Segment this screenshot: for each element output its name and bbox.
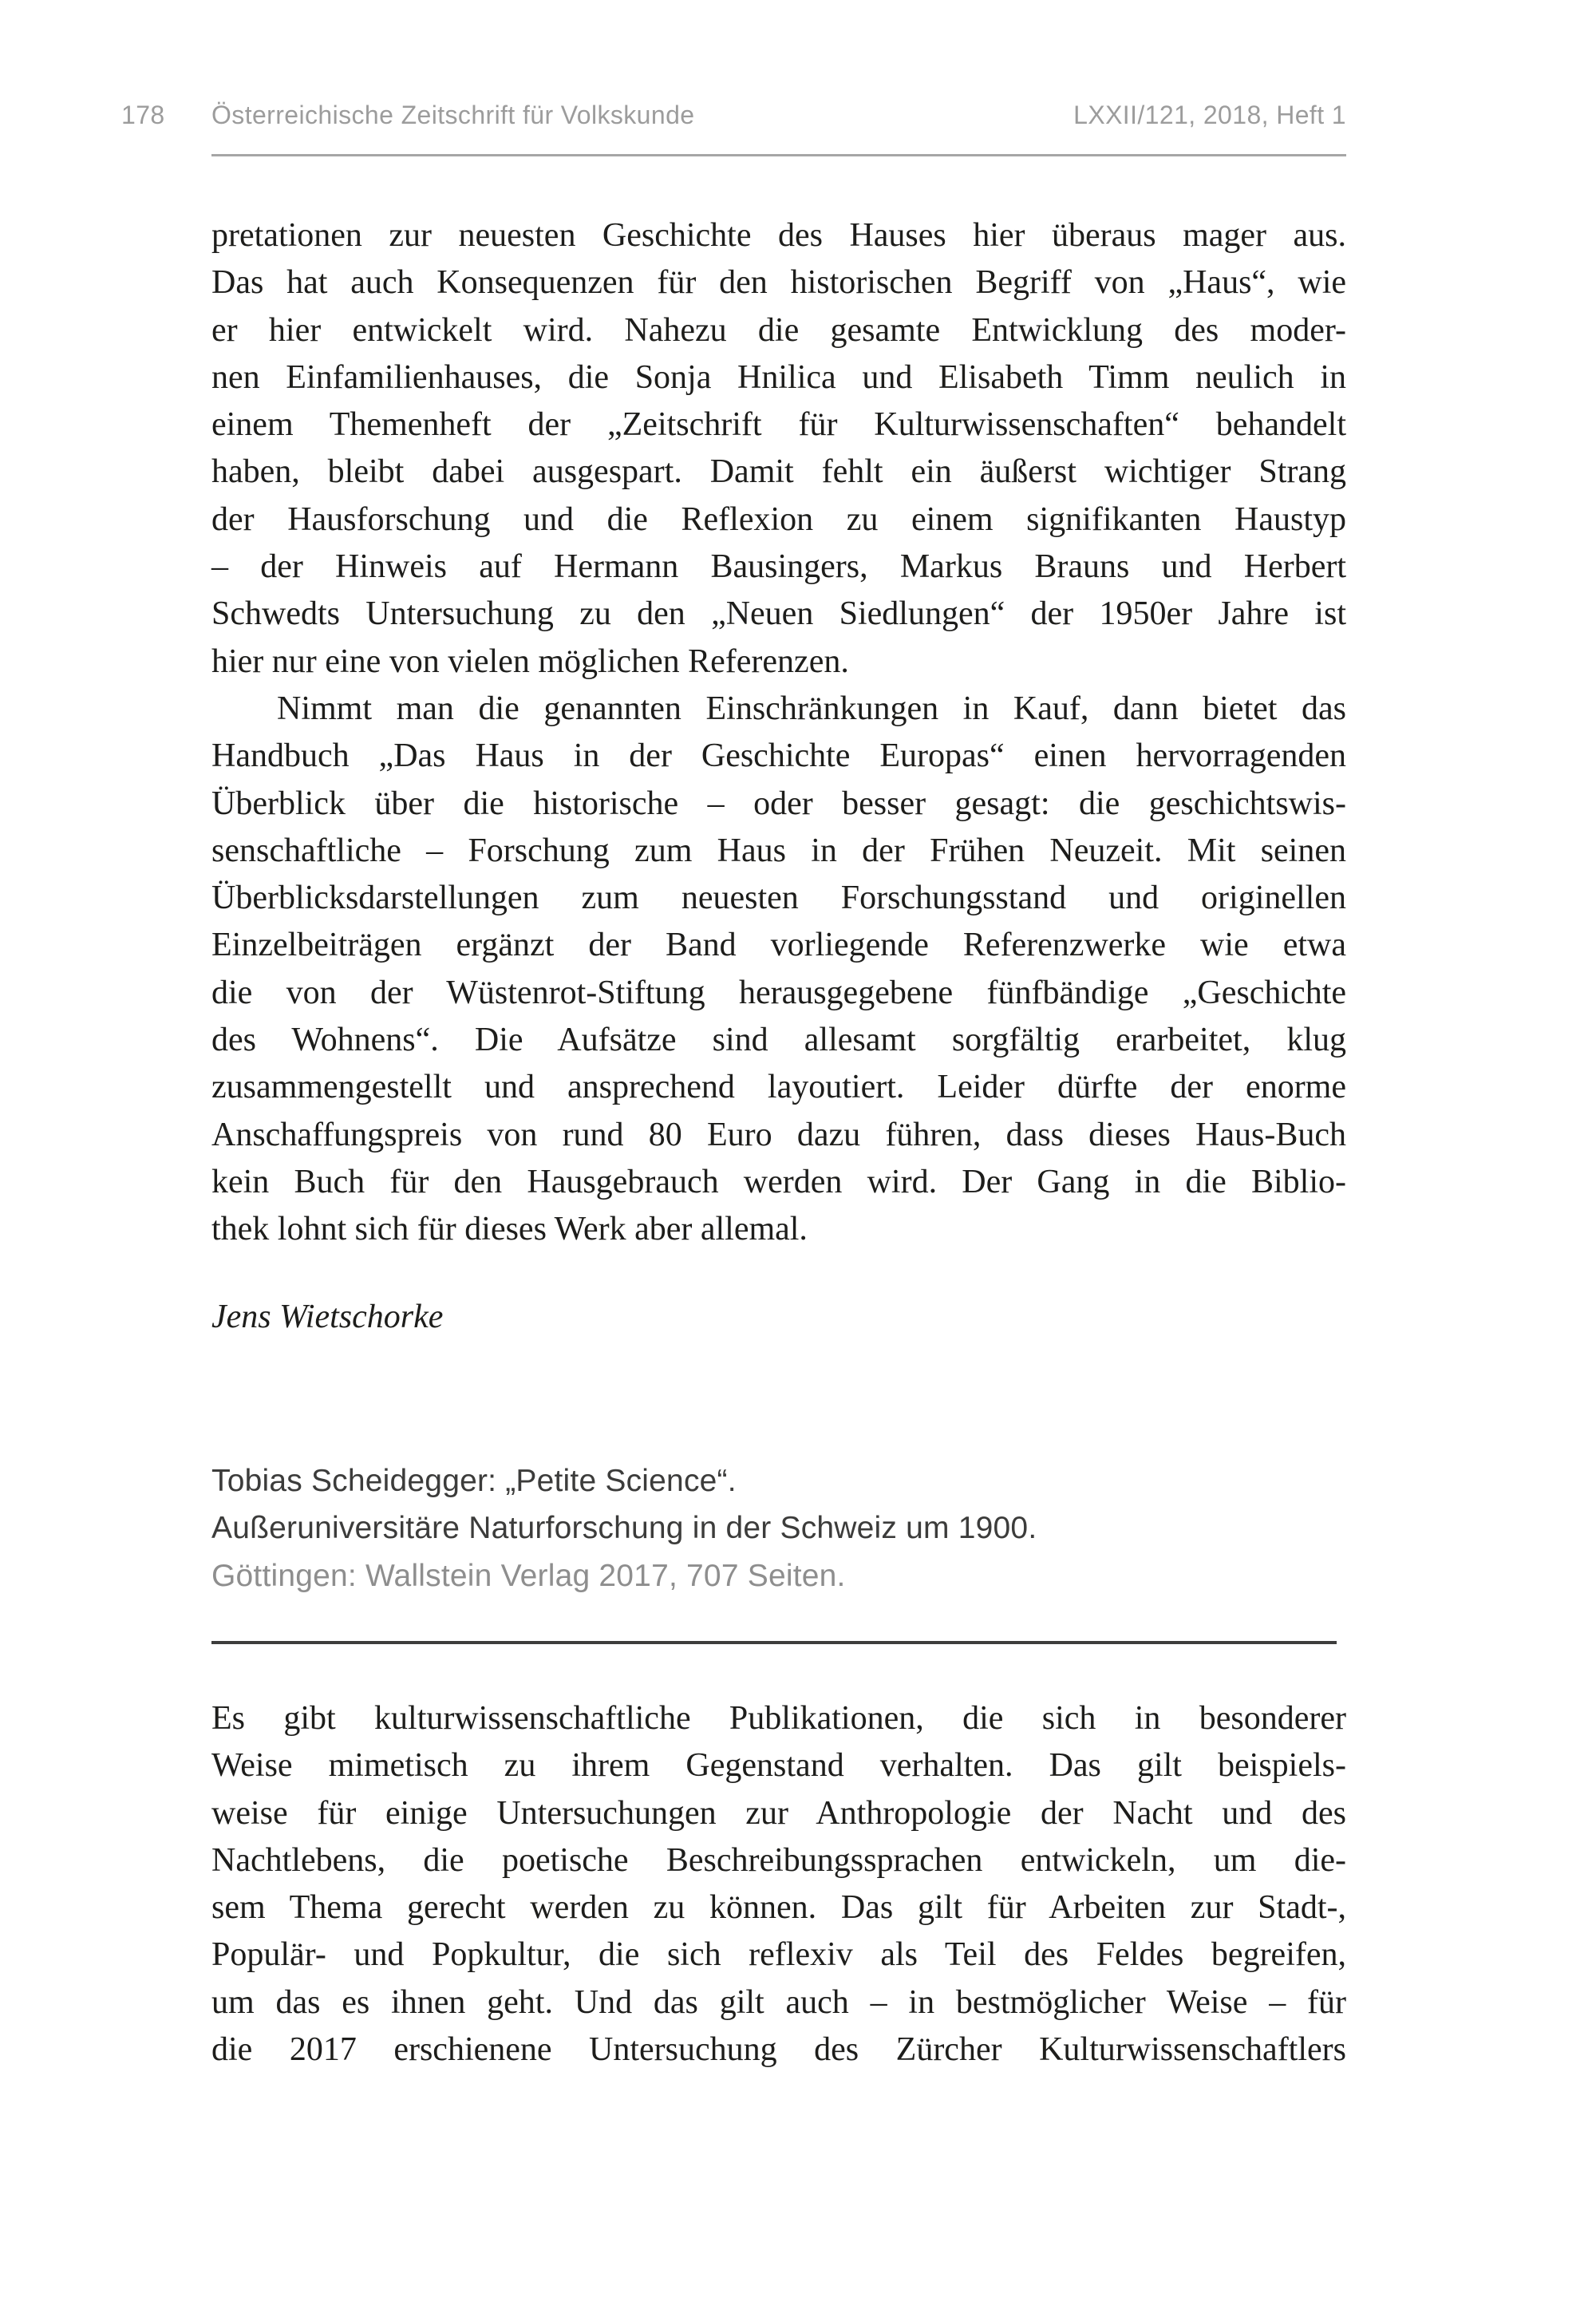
paragraph-review2-opening xyxy=(211,1695,1346,2074)
text-line: Nimmt man die genannten Einschränkungen in Kauf, dann bietet das xyxy=(277,690,1346,727)
header-rule xyxy=(211,154,1346,156)
paragraph-review1-conclusion xyxy=(211,686,1346,1254)
paragraph-review1-continuation xyxy=(211,212,1346,686)
text-line: Überblicksdarstellungen zum neuesten Forschungsstand und originellen xyxy=(211,880,1346,917)
review-end-text xyxy=(211,212,1346,1341)
text-line: des Wohnens“. Die Aufsätze sind allesamt sorgfältig erarbeitet, klug xyxy=(211,1022,1346,1059)
text-line: Handbuch „Das Haus in der Geschichte Europas“ einen hervorragenden xyxy=(211,737,1346,775)
text-line: haben, bleibt dabei ausgespart. Damit fehlt ein äußerst wichtiger Strang xyxy=(211,453,1346,491)
reviewer-signature: Jens Wietschorke xyxy=(211,1298,444,1335)
citation-line: Außeruniversitäre Naturforschung in der Schweiz um 1900. xyxy=(211,1511,1037,1546)
text-line: senschaftliche – Forschung zum Haus in der Frühen Neuzeit. Mit seinen xyxy=(211,832,1346,869)
text-line: die von der Wüstenrot-Stiftung herausgegebene fünfbändige „Geschichte xyxy=(211,974,1346,1011)
citation-line: Göttingen: Wallstein Verlag 2017, 707 Seiten. xyxy=(211,1558,846,1593)
journal-title: Österreichische Zeitschrift für Volkskunde xyxy=(211,101,695,129)
text-line: sem Thema gerecht werden zu können. Das gilt für Arbeiten zur Stadt-, xyxy=(211,1889,1346,1927)
text-line: nen Einfamilienhauses, die Sonja Hnilica und Elisabeth Timm neulich in xyxy=(211,358,1346,396)
text-line: Anschaffungspreis von rund 80 Euro dazu führen, dass dieses Haus-Buch xyxy=(211,1116,1346,1153)
text-line: Weise mimetisch zu ihrem Gegenstand verhalten. Das gilt beispiels- xyxy=(211,1747,1346,1785)
text-line: zusammengestellt und ansprechend layoutiert. Leider dürfte der enorme xyxy=(211,1069,1346,1106)
text-line: Einzelbeiträgen ergänzt der Band vorliegende Referenzwerke wie etwa xyxy=(211,927,1346,964)
text-line: Das hat auch Konsequenzen für den historischen Begriff von „Haus“, wie xyxy=(211,264,1346,302)
text-line: kein Buch für den Hausgebrauch werden wird. Der Gang in die Biblio- xyxy=(211,1163,1346,1200)
text-line: thek lohnt sich für dieses Werk aber allemal. xyxy=(211,1211,808,1248)
text-line: – der Hinweis auf Hermann Bausingers, Markus Brauns und Herbert xyxy=(211,548,1346,586)
next-review-text xyxy=(211,1695,1346,2074)
text-line: der Hausforschung und die Reflexion zu einem signifikanten Haustyp xyxy=(211,500,1346,538)
text-line: Populär- und Popkultur, die sich reflexiv als Teil des Feldes begreifen, xyxy=(211,1936,1346,1974)
book-citation xyxy=(211,1457,1346,1599)
text-line: er hier entwickelt wird. Nahezu die gesamte Entwicklung des moder- xyxy=(211,311,1346,349)
page-header xyxy=(121,101,1346,129)
section-divider-rule xyxy=(211,1641,1337,1644)
text-line: die 2017 erschienene Untersuchung des Zürcher Kulturwissenschaftlers xyxy=(211,2031,1346,2069)
text-line: Überblick über die historische – oder besser gesagt: die geschichtswis- xyxy=(211,785,1346,822)
text-line: weise für einige Untersuchungen zur Anthropologie der Nacht und des xyxy=(211,1794,1346,1832)
text-line: Schwedts Untersuchung zu den „Neuen Siedlungen“ der 1950er Jahre ist xyxy=(211,595,1346,633)
page-number: 178 xyxy=(121,101,165,129)
text-line: Es gibt kulturwissenschaftliche Publikationen, die sich in besonderer xyxy=(211,1700,1346,1737)
issue-info: LXXII/121, 2018, Heft 1 xyxy=(1073,101,1346,129)
text-line: um das es ihnen geht. Und das gilt auch – in bestmöglicher Weise – für xyxy=(211,1983,1346,2021)
text-line: Nachtlebens, die poetische Beschreibungssprachen entwickeln, um die- xyxy=(211,1841,1346,1879)
citation-line: Tobias Scheidegger: „Petite Science“. xyxy=(211,1464,737,1498)
text-line: pretationen zur neuesten Geschichte des Hauses hier überaus mager aus. xyxy=(211,217,1346,254)
text-line: hier nur eine von vielen möglichen Referenzen. xyxy=(211,642,849,680)
text-line: einem Themenheft der „Zeitschrift für Kulturwissenschaften“ behandelt xyxy=(211,406,1346,444)
